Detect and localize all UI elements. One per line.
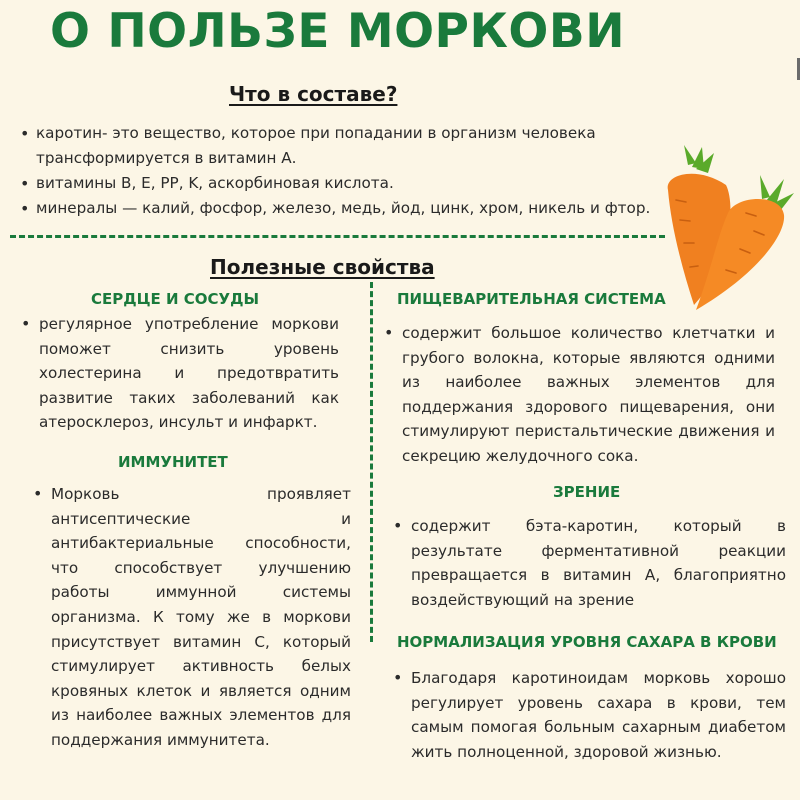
vision-section — [389, 514, 786, 612]
heart-section — [17, 312, 339, 435]
immunity-section-title: ИММУНИТЕТ — [118, 453, 228, 471]
immunity-section — [29, 482, 351, 753]
sugar-section — [389, 666, 786, 764]
list-item: • каротин- это вещество, которое при попадании в организм человека трансформируется в витамин А. — [18, 121, 668, 171]
list-item: • витамины B, E, PP, K, аскорбиновая кислота. — [18, 171, 668, 196]
list-item: • Морковь проявляет антисептические и антибактериальные способности, что способствует улучшению работы иммунной системы организма. К тому же в моркови присутствует витамин С, который стимулирует активность белых кровяных клеток и является одним из наиболее важных элементов для поддержания иммунитета. — [29, 482, 351, 753]
composition-heading: Что в составе? — [229, 82, 398, 106]
column-divider — [370, 282, 373, 642]
list-item: • содержит большое количество клетчатки и грубого волокна, которые являются одними из наиболее важных элементов для поддержания здорового пищеварения, они стимулируют перистальтические движения и секрецию желудочного сока. — [380, 321, 775, 469]
section-divider — [10, 235, 665, 238]
sugar-section-title: НОРМАЛИЗАЦИЯ УРОВНЯ САХАРА В КРОВИ — [397, 633, 777, 651]
digestion-section — [380, 321, 775, 469]
list-item: • содержит бэта-каротин, который в результате ферментативной реакции превращается в витамин А, благоприятно воздействующий на зрение — [389, 514, 786, 612]
page-title: О ПОЛЬЗЕ МОРКОВИ — [50, 4, 626, 59]
digestion-section-title: ПИЩЕВАРИТЕЛЬНАЯ СИСТЕМА — [397, 290, 666, 308]
vision-section-title: ЗРЕНИЕ — [553, 483, 621, 501]
heart-section-title: СЕРДЦЕ И СОСУДЫ — [91, 290, 260, 308]
carrot-heart-icon — [656, 145, 796, 325]
list-item: • Благодаря каротиноидам морковь хорошо регулирует уровень сахара в крови, тем самым помогая больным сахарным диабетом жить полноценной, здоровой жизнью. — [389, 666, 786, 764]
list-item: • минералы — калий, фосфор, железо, медь, йод, цинк, хром, никель и фтор. — [18, 196, 668, 221]
composition-list — [18, 121, 668, 221]
list-item: • регулярное употребление моркови поможет снизить уровень холестерина и предотвратить развитие таких заболеваний как атеросклероз, инсульт и инфаркт. — [17, 312, 339, 435]
properties-heading: Полезные свойства — [210, 255, 435, 279]
